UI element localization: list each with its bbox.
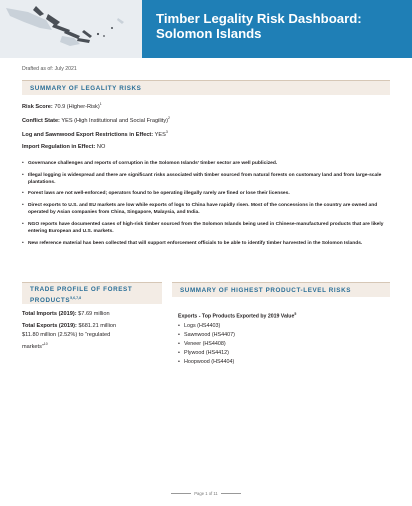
restrictions-label: Log and Sawnwood Export Restrictions in Effect: — [22, 131, 154, 138]
trade-profile-text — [22, 310, 172, 352]
import-label: Import Regulation in Effect: — [22, 144, 96, 150]
summary-heading-band — [22, 80, 390, 95]
conflict-footnote: 2 — [168, 116, 170, 120]
conflict-label: Conflict State: — [22, 117, 60, 124]
list-item: • Direct exports to U.S. and EU markets are low while exports of logs to China have rapidly risen. Most of the concessions in the country are owned and operated by Asian companies from China, Singapore, Malaysia, and India. — [22, 202, 392, 216]
trade-heading-line-2: PRODUCTS — [30, 297, 71, 305]
list-item: • Forest laws are not well-enforced; operators found to be operating illegally rarely are fined or lose their licenses. — [22, 190, 392, 197]
trade-heading-band — [22, 282, 162, 304]
conflict-state — [22, 116, 170, 124]
conflict-value: YES (High Institutional and Social Fragility) — [59, 117, 169, 124]
trade-heading-footnote: 5,6,7,8 — [70, 296, 82, 300]
total-exports — [22, 322, 172, 331]
list-item: • New reference material has been collected that will support enforcement officials to be able to identify timber harvested in the Solomon Islands. — [22, 240, 392, 247]
summary-heading: SUMMARY OF LEGALITY RISKS — [30, 85, 142, 92]
list-item: • Hoopwood (HS4404) — [178, 358, 235, 367]
trade-heading — [30, 286, 132, 305]
regulated-line-2 — [22, 340, 172, 352]
imports-value: $7.69 million — [76, 311, 110, 317]
page-number: Page 1 of 11 — [194, 491, 218, 496]
summary-bullet-list — [22, 160, 392, 251]
page-footer — [0, 491, 412, 496]
solomon-islands-map — [0, 0, 142, 58]
page-title — [156, 11, 404, 41]
drafted-date: Drafted as of: July 2021 — [22, 66, 77, 72]
list-item: • Veneer (HS4408) — [178, 340, 235, 349]
list-item: • NGO reports have documented cases of high-risk timber sourced from the Solomon Islands being used in Chinese-manufactured products that are likely entering European and U.S. markets. — [22, 221, 392, 235]
regulated-text: markets” — [22, 343, 44, 350]
map-icon — [0, 0, 142, 58]
regulated-footnote: 10 — [43, 342, 48, 346]
exports-label: Total Exports (2019): — [22, 323, 77, 329]
risk-score — [22, 102, 102, 110]
products-heading-band — [172, 282, 390, 297]
imports-label: Total Imports (2019): — [22, 311, 77, 317]
products-heading: SUMMARY OF HIGHEST PRODUCT-LEVEL RISKS — [180, 287, 352, 294]
title-line-2: Solomon Islands — [156, 26, 262, 41]
import-value: NO — [95, 144, 106, 150]
trade-heading-line-1: TRADE PROFILE OF FOREST — [30, 286, 133, 293]
exports-list — [178, 322, 235, 367]
restrictions-footnote: 3 — [165, 130, 168, 134]
title-panel — [142, 0, 412, 58]
list-item: • Illegal logging is widespread and there are significant risks associated with timber sourced from natural forests on customary land and from large-scale plantations. — [22, 172, 392, 186]
total-imports — [22, 310, 172, 319]
list-item: • Governance challenges and reports of corruption in the Solomon Islands’ timber sector are well publicized. — [22, 160, 392, 167]
footer-rule-right — [221, 493, 241, 494]
risk-score-footnote: 1 — [99, 102, 102, 106]
import-regulation — [22, 144, 105, 150]
risk-score-value: 70.9 (Higher-Risk) — [52, 103, 100, 110]
footer-rule-left — [171, 493, 191, 494]
regulated-line-1: $11.80 million (2.52%) to “regulated — [22, 332, 111, 338]
list-item: • Logs (HS4403) — [178, 322, 235, 331]
export-restrictions — [22, 130, 168, 138]
header-banner — [0, 0, 412, 58]
title-line-1: Timber Legality Risk Dashboard: — [156, 11, 362, 26]
exports-value: $681.21 million — [76, 323, 117, 329]
restrictions-value: YES — [153, 131, 166, 138]
exports-title-footnote: 5 — [294, 312, 297, 316]
list-item: • Sawnwood (HS4407) — [178, 331, 235, 340]
risk-score-label: Risk Score: — [22, 103, 53, 110]
exports-title — [178, 312, 296, 320]
list-item: • Plywood (HS4412) — [178, 349, 235, 358]
exports-title-text: Exports - Top Products Exported by 2019 Value — [178, 313, 295, 320]
